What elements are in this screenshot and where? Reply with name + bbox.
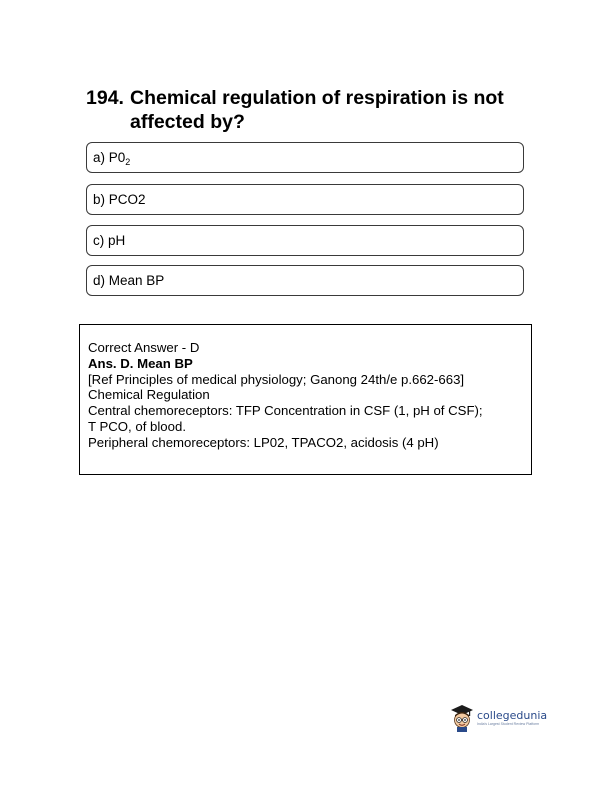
peripheral-chemoreceptors-line: Peripheral chemoreceptors: LP02, TPACO2, acidosis (4 pH) [88,434,439,450]
reference-text: [Ref Principles of medical physiology; Ganong 24th/e p.662-663] [88,371,465,387]
correct-answer-text: Correct Answer - D [88,340,200,355]
explanation-heading: Chemical Regulation [88,387,210,403]
option-a-label: a) $P0_2$ [93,150,131,167]
option-d-label: d) Mean BP [93,273,165,288]
answer-explanation-box [79,324,532,475]
option-a-subscript: 2 [125,157,131,167]
collegedunia-logo [450,700,550,736]
question-text: Chemical regulation of respiration is not affected by? [130,87,504,133]
option-b-label: b) PCO2 [93,192,146,207]
option-c[interactable] [86,225,524,256]
central-chemoreceptors-line-1: Central chemoreceptors: TFP Concentration in CSF (1, pH of CSF); [88,403,483,419]
option-a[interactable] [86,142,524,173]
logo-tagline: India's Largest Student Review Platform [477,721,540,726]
question-number: 194. [86,87,124,109]
option-c-label: c) pH [93,233,126,248]
question-heading [86,86,546,134]
logo-brand-name: collegedunia [477,708,548,722]
answer-line: Ans. D. Mean BP [88,355,193,371]
option-d[interactable] [86,265,524,296]
option-b[interactable] [86,184,524,215]
logo-text [477,710,547,727]
graduate-mascot-icon [450,704,474,732]
central-chemoreceptors-line-2: T PCO, of blood. [88,418,186,434]
